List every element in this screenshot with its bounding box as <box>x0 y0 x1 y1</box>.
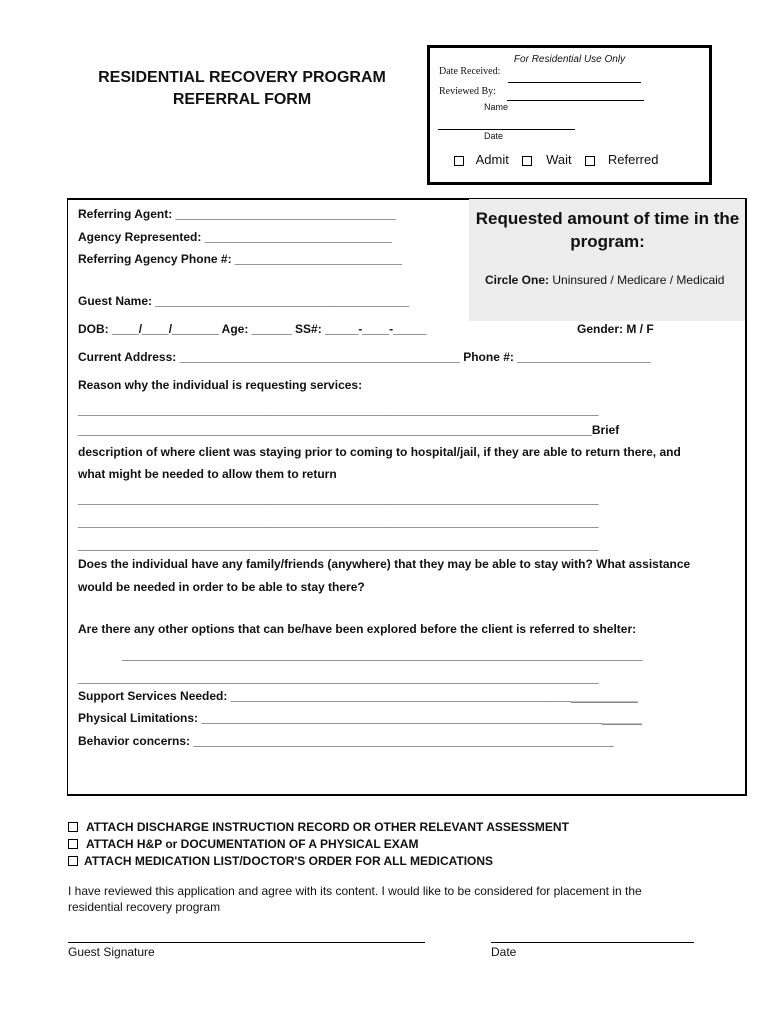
family-question-cont: would be needed in order to be able to stay there? <box>78 580 365 594</box>
family-question: Does the individual have any family/friends (anywhere) that they may be able to stay with? What assistance <box>78 557 691 571</box>
form-title-line-1: RESIDENTIAL RECOVERY PROGRAM <box>98 69 386 86</box>
agreement-text-line-1: I have reviewed this application and agree with its content. I would like to be considered for placement in the <box>68 884 642 898</box>
description-question: description of where client was staying prior to coming to hospital/jail, if they are able to return there, and <box>78 445 681 459</box>
guest-signature-line[interactable] <box>68 942 425 943</box>
circle-one-label: Circle One: <box>485 273 550 287</box>
attach-hp-label: ATTACH H&P or DOCUMENTATION OF A PHYSICAL EXAM <box>86 837 419 851</box>
status-options <box>454 152 658 167</box>
attach-discharge-label: ATTACH DISCHARGE INSTRUCTION RECORD OR OTHER RELEVANT ASSESSMENT <box>86 820 569 834</box>
admit-label: Admit <box>475 152 509 167</box>
description-question-cont: what might be needed to allow them to return <box>78 467 337 481</box>
description-answer-line-2[interactable]: ______________________________________________________________________________ <box>78 515 599 529</box>
guest-signature-label: Guest Signature <box>68 945 155 959</box>
description-answer-line-1[interactable]: ______________________________________________________________________________ <box>78 492 599 506</box>
other-options-line-1[interactable]: ______________________________________________________________________________ <box>122 648 643 662</box>
referring-agent-field[interactable]: Referring Agent: _________________________________ <box>78 207 396 221</box>
attach-discharge-checkbox[interactable] <box>68 822 78 832</box>
office-use-heading: For Residential Use Only <box>513 54 626 65</box>
other-options-line-2[interactable]: ______________________________________________________________________________ <box>78 671 599 685</box>
guest-name-field[interactable]: Guest Name: ______________________________________ <box>78 294 409 308</box>
admit-checkbox[interactable] <box>454 156 464 166</box>
reason-answer-line-2[interactable]: _____________________________________________________________________________Brief <box>78 423 620 437</box>
date-received-field[interactable] <box>508 82 641 83</box>
other-options-question: Are there any other options that can be/have been explored before the client is referred to shelter: <box>78 622 637 636</box>
attach-hp-checkbox[interactable] <box>68 839 78 849</box>
reviewed-by-field[interactable] <box>507 100 644 101</box>
reason-question: Reason why the individual is requesting services: <box>78 378 363 392</box>
attach-medication-checkbox[interactable] <box>68 856 78 866</box>
reviewed-by-label: Reviewed By: <box>439 86 496 97</box>
attach-discharge-row <box>68 820 569 834</box>
attach-medication-row <box>68 854 493 868</box>
office-use-box <box>427 45 712 185</box>
address-phone-field[interactable]: Current Address: __________________________________________ Phone #: ____________________ <box>78 350 651 364</box>
physical-limitations-field[interactable] <box>78 711 642 725</box>
signature-date-label: Date <box>491 945 517 959</box>
wait-checkbox[interactable] <box>522 156 532 166</box>
dob-age-ssn-field[interactable]: DOB: ____/____/_______ Age: ______ SS#: _____-____-_____ <box>78 322 427 336</box>
attach-medication-label: ATTACH MEDICATION LIST/DOCTOR'S ORDER FOR ALL MEDICATIONS <box>84 854 494 868</box>
insurance-options[interactable]: Uninsured / Medicare / Medicaid <box>552 273 725 287</box>
wait-label: Wait <box>546 152 572 167</box>
description-answer-line-3[interactable]: ______________________________________________________________________________ <box>78 538 599 552</box>
behavior-concerns-field[interactable]: Behavior concerns: _______________________________________________________________ <box>78 734 614 748</box>
physical-limitations-label: Physical Limitations: ____________________________________________________________ <box>78 711 602 725</box>
referred-checkbox[interactable] <box>585 156 595 166</box>
signature-date-line[interactable] <box>491 942 694 943</box>
agreement-text-line-2: residential recovery program <box>68 900 221 914</box>
circle-one-row <box>485 273 724 287</box>
agency-phone-field[interactable]: Referring Agency Phone #: _________________________ <box>78 252 402 266</box>
name-caption: Name <box>484 102 509 112</box>
date-caption: Date <box>484 131 504 141</box>
form-title-line-2: REFERRAL FORM <box>172 91 312 108</box>
gender-field[interactable]: Gender: M / F <box>577 322 654 336</box>
support-services-label: Support Services Needed: ___________________________________________________ <box>78 689 572 703</box>
support-services-field[interactable] <box>78 689 638 703</box>
attach-hp-row <box>68 837 418 851</box>
date-received-label: Date Received: <box>439 66 501 77</box>
support-services-tail: __________ <box>571 689 638 703</box>
agency-represented-field[interactable]: Agency Represented: ____________________________ <box>78 230 392 244</box>
reason-answer-line-1[interactable]: ______________________________________________________________________________ <box>78 403 599 417</box>
referred-label: Referred <box>607 152 659 167</box>
physical-limitations-tail: ______ <box>601 711 642 725</box>
review-date-field[interactable] <box>438 129 575 130</box>
requested-time-title: Requested amount of time in the program: <box>475 209 740 251</box>
